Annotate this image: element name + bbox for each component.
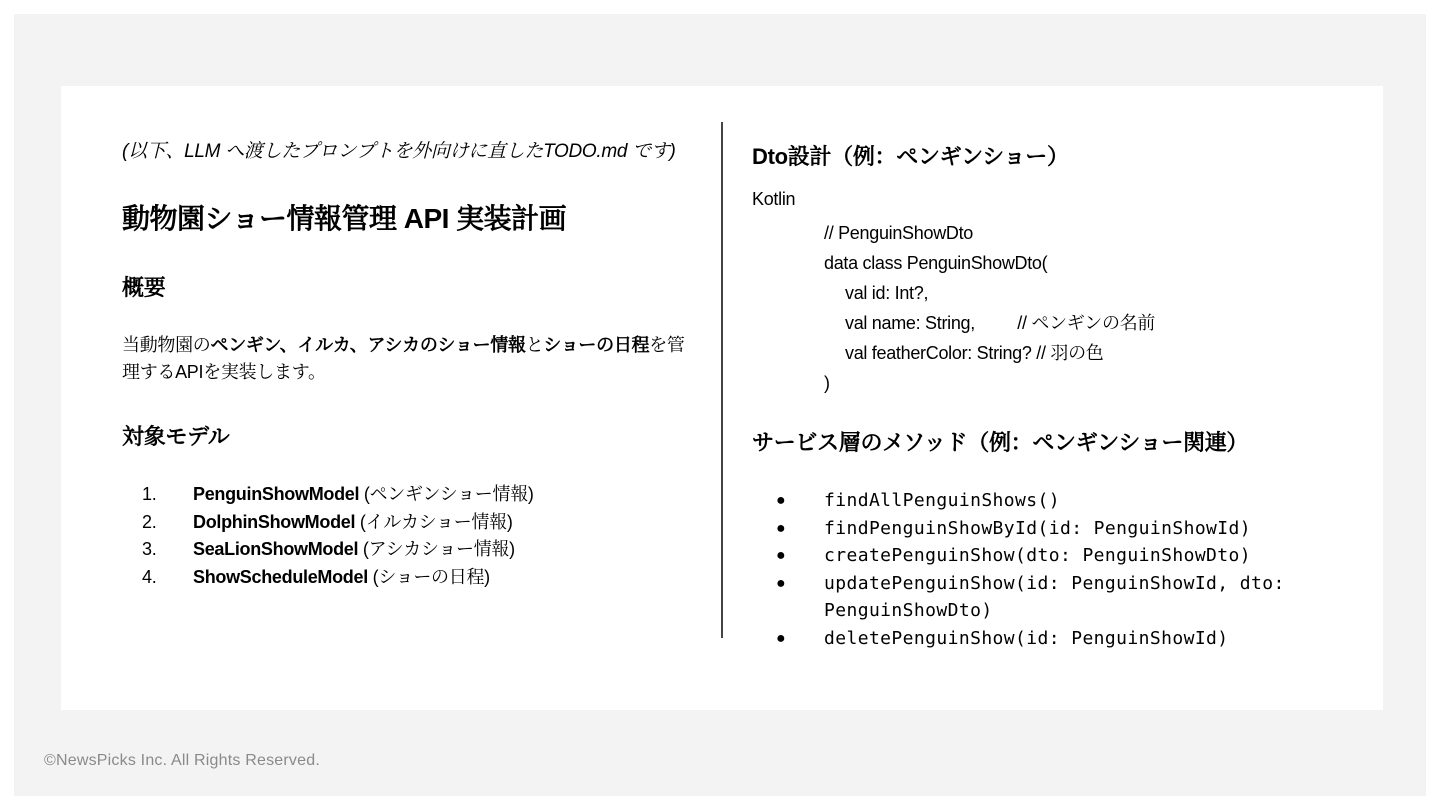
overview-bold-1: ペンギン、イルカ、アシカのショー情報 — [210, 335, 526, 355]
code-line: // PenguinShowDto — [824, 223, 973, 243]
method-signature: findAllPenguinShows() — [824, 490, 1060, 511]
overview-bold-2: ショーの日程 — [543, 335, 650, 355]
code-line: val id: Int?, — [845, 283, 929, 303]
models-heading: 対象モデル — [122, 424, 230, 449]
list-item — [122, 481, 702, 509]
method-signature: findPenguinShowById(id: PenguinShowId) — [824, 517, 1252, 539]
bullet-icon: ● — [776, 492, 787, 509]
list-item — [122, 536, 702, 564]
bullet-icon: ● — [776, 629, 787, 647]
method-signature: updatePenguinShow(id: PenguinShowId, dto: PenguinShowDto) — [824, 572, 1285, 621]
model-desc: (ペンギンショー情報) — [359, 484, 534, 504]
list-item — [122, 509, 702, 537]
language-label: Kotlin — [752, 189, 796, 209]
column-divider — [721, 122, 723, 638]
list-number: 4. — [142, 566, 157, 587]
model-name: SeaLionShowModel — [193, 539, 359, 559]
overview-heading: 概要 — [122, 275, 166, 300]
models-list — [122, 481, 702, 591]
method-signature: createPenguinShow(dto: PenguinShowDto) — [824, 545, 1252, 566]
list-item — [752, 625, 1324, 653]
model-desc: (ショーの日程) — [367, 566, 490, 587]
bullet-icon: ● — [776, 547, 787, 564]
overview-part-2: と — [525, 335, 544, 355]
overview-part-1: 当動物園の — [122, 335, 211, 355]
overview-part-3: を管理するAPIを実装します。 — [122, 335, 685, 382]
model-name: PenguinShowModel — [193, 484, 360, 504]
model-desc: (アシカショー情報) — [358, 539, 515, 559]
code-line: ) — [824, 373, 830, 393]
method-signature: deletePenguinShow(id: PenguinShowId) — [824, 627, 1229, 649]
slide-background — [14, 14, 1426, 796]
bullet-icon: ● — [776, 519, 787, 537]
overview-text — [122, 332, 702, 386]
code-block — [824, 218, 1352, 398]
right-column — [752, 136, 1352, 652]
methods-list — [752, 487, 1352, 652]
list-number: 3. — [142, 539, 157, 559]
code-line: data class PenguinShowDto( — [824, 253, 1048, 273]
list-number: 1. — [142, 484, 157, 504]
model-name: DolphinShowModel — [193, 511, 356, 532]
model-name: ShowScheduleModel — [193, 566, 368, 587]
list-item — [752, 542, 1324, 570]
copyright-footer: ©NewsPicks Inc. All Rights Reserved. — [44, 752, 320, 769]
code-line: val name: String, // ペンギンの名前 — [845, 313, 1156, 333]
content-card — [61, 86, 1383, 710]
code-line: val featherColor: String? // 羽の色 — [845, 343, 1104, 363]
intro-note: (以下、LLM へ渡したプロンプトを外向けに直したTODO.md です) — [122, 141, 676, 162]
list-item — [752, 515, 1324, 543]
bullet-icon: ● — [776, 574, 787, 592]
list-item — [752, 487, 1324, 515]
list-number: 2. — [142, 511, 157, 532]
service-heading: サービス層のメソッド（例：ペンギンショー関連） — [752, 430, 1249, 455]
list-item — [122, 564, 702, 592]
list-item — [752, 570, 1324, 625]
dto-heading: Dto設計（例：ペンギンショー） — [752, 144, 1069, 169]
model-desc: (イルカショー情報) — [355, 511, 513, 532]
page-title: 動物園ショー情報管理 API 実装計画 — [122, 203, 567, 234]
left-column — [122, 136, 702, 591]
